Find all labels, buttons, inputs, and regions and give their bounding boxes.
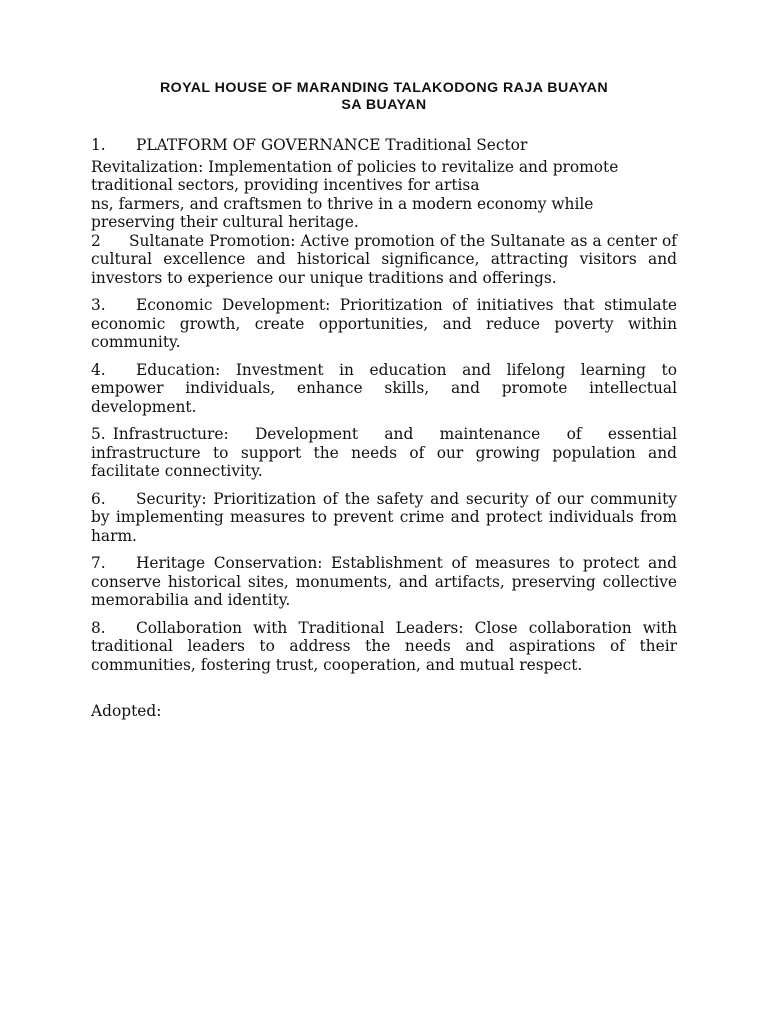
item-number: 6.: [91, 489, 106, 508]
list-item: [91, 296, 677, 352]
item-text-line: ns, farmers, and craftsmen to thrive in a modern economy while: [91, 194, 594, 213]
list-item: [91, 619, 677, 675]
item-number: 2: [91, 231, 101, 250]
item-text-line: traditional sectors, providing incentives for artisa: [91, 176, 480, 194]
item-text-line: PLATFORM OF GOVERNANCE Traditional Sector: [136, 136, 528, 154]
item-number: 8.: [91, 618, 106, 637]
adopted-label: Adopted:: [91, 702, 162, 720]
document-page: [91, 80, 677, 721]
list-item: [91, 136, 677, 232]
list-item: [91, 425, 677, 481]
item-text-line: Revitalization: Implementation of policies to revitalize and promote: [91, 157, 619, 176]
list-item: [91, 361, 677, 417]
item-text: Heritage Conservation: Establishment of measures to protect and conserve historical sites, monuments, and artifacts, preserving collective memorabilia and identity.: [91, 554, 677, 609]
item-text-line: preserving their cultural heritage.: [91, 213, 359, 231]
item-text: Collaboration with Traditional Leaders: Close collaboration with traditional leaders to address the needs and aspirations of their communities, fostering trust, cooperation, and mutual respect.: [91, 618, 677, 674]
list-item: [91, 490, 677, 546]
item-number: 4.: [91, 360, 106, 379]
item-text: Security: Prioritization of the safety and security of our community by implementing measures to prevent crime and protect individuals from harm.: [91, 489, 677, 545]
title-line-1: ROYAL HOUSE OF MARANDING TALAKODONG RAJA BUAYAN: [159, 80, 609, 96]
list-item: [91, 232, 677, 288]
document-title: [91, 80, 677, 114]
title-line-2: SA BUAYAN: [341, 97, 427, 113]
item-text: Education: Investment in education and lifelong learning to empower individuals, enhance skills, and promote intellectual development.: [91, 360, 677, 416]
item-text: Sultanate Promotion: Active promotion of the Sultanate as a center of cultural excellence and historical significance, attracting visitors and investors to experience our unique traditions and offerings.: [91, 231, 677, 287]
item-text: Economic Development: Prioritization of initiatives that stimulate economic growth, create opportunities, and reduce poverty within community.: [91, 296, 677, 351]
item-number: 3.: [91, 296, 106, 314]
item-text: Infrastructure: Development and maintenance of essential infrastructure to support the needs of our growing population and facilitate connectivity.: [91, 425, 677, 480]
item-number: 7.: [91, 554, 106, 572]
item-number: 5.: [91, 425, 106, 443]
item-number: 1.: [91, 136, 106, 154]
list-item: [91, 554, 677, 610]
